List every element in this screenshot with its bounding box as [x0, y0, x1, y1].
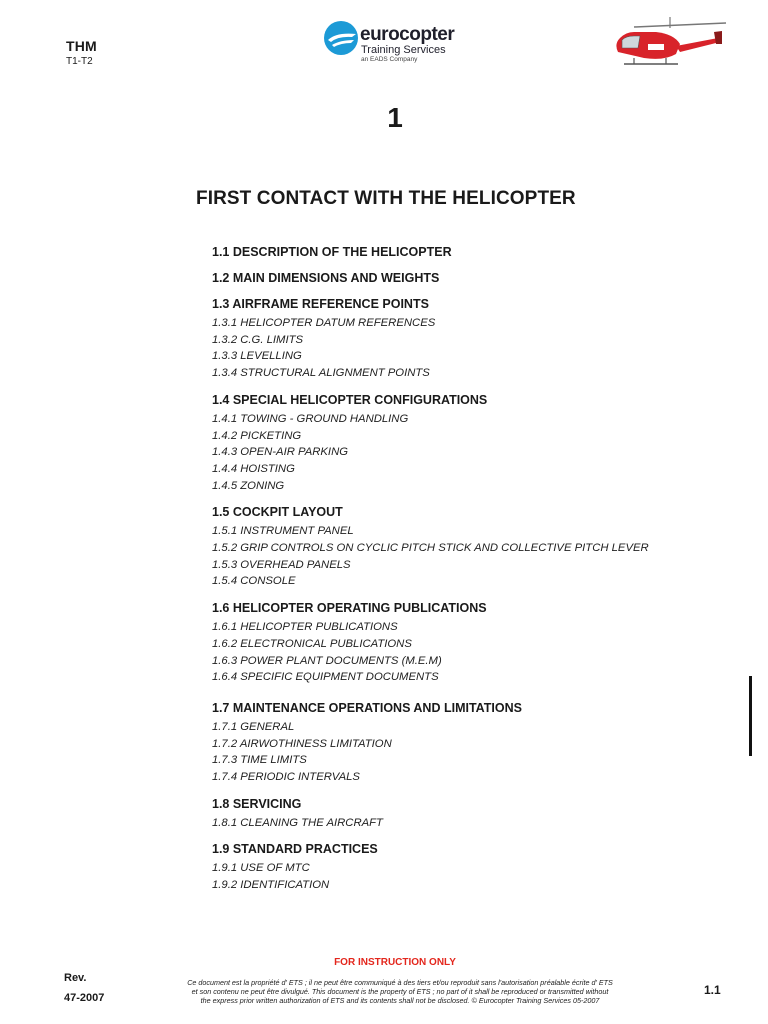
toc-subsection: 1.9.1 USE OF MTC: [212, 862, 310, 875]
toc-subsection: 1.6.1 HELICOPTER PUBLICATIONS: [212, 621, 398, 634]
toc-subsection: 1.6.2 ELECTRONICAL PUBLICATIONS: [212, 637, 412, 650]
toc-subsection: 1.3.3 LEVELLING: [212, 350, 302, 363]
toc-section-title: 1.5 COCKPIT LAYOUT: [212, 505, 343, 520]
toc-subsection: 1.5.1 INSTRUMENT PANEL: [212, 525, 354, 538]
toc-section-title: 1.1 DESCRIPTION OF THE HELICOPTER: [212, 245, 452, 259]
revision-label: Rev.: [64, 972, 87, 984]
helicopter-illustration-icon: [604, 14, 730, 72]
toc-subsection: 1.3.4 STRUCTURAL ALIGNMENT POINTS: [212, 367, 430, 380]
toc-section: [212, 600, 712, 686]
toc-subsection: 1.7.3 TIME LIMITS: [212, 754, 307, 767]
toc-subsection: 1.7.2 AIRWOTHINESS LIMITATION: [212, 737, 392, 750]
toc-subsection: 1.3.2 C.G. LIMITS: [212, 333, 304, 346]
toc-subsection: 1.9.2 IDENTIFICATION: [212, 879, 330, 892]
toc-subsection: 1.5.2 GRIP CONTROLS ON CYCLIC PITCH STICK AND COLLECTIVE PITCH LEVER: [212, 542, 649, 555]
toc-subsection: 1.7.4 PERIODIC INTERVALS: [212, 771, 360, 784]
toc-section: [212, 700, 712, 786]
toc-section: [212, 270, 712, 286]
legal-notice-line: Ce document est la propriété d' ETS ; il ne peut être communiqué à des tiers et/ou reproduit sans l'autorisation préalable écrite d' ETS: [187, 978, 613, 987]
toc-section-title: 1.9 STANDARD PRACTICES: [212, 842, 378, 857]
toc-subsection: 1.4.2 PICKETING: [212, 429, 302, 442]
toc-section-title: 1.4 SPECIAL HELICOPTER CONFIGURATIONS: [212, 392, 488, 407]
toc-section-title: 1.3 AIRFRAME REFERENCE POINTS: [212, 297, 429, 311]
toc-subsection: 1.4.5 ZONING: [212, 479, 285, 492]
logo-tagline: Training Services: [361, 44, 446, 56]
legal-notice-line: the express prior written authorization of ETS and its contents shall not be disclosed. © Eurocopter Training Services 05-2007: [200, 996, 600, 1005]
document-variant: T1-T2: [66, 56, 93, 67]
toc-subsection: 1.7.1 GENERAL: [212, 720, 295, 733]
toc-subsection: 1.6.4 SPECIFIC EQUIPMENT DOCUMENTS: [212, 671, 439, 684]
toc-section: [212, 796, 712, 832]
toc-section: [212, 504, 712, 590]
toc-subsection: 1.4.4 HOISTING: [212, 462, 295, 475]
legal-notice-line: et son contenu ne peut être divulgué. This document is the property of ETS ; no part of it shall be reproduced or transmitted without: [191, 987, 609, 996]
instruction-only-notice: FOR INSTRUCTION ONLY: [334, 957, 456, 968]
toc-subsection: 1.4.3 OPEN-AIR PARKING: [212, 446, 349, 459]
logo-name: eurocopter: [360, 24, 455, 45]
toc-section-title: 1.2 MAIN DIMENSIONS AND WEIGHTS: [212, 271, 440, 285]
revision-change-bar: [749, 676, 752, 756]
toc-subsection: 1.8.1 CLEANING THE AIRCRAFT: [212, 816, 383, 829]
toc-subsection: 1.5.4 CONSOLE: [212, 575, 296, 588]
table-of-contents: [212, 244, 712, 904]
document-code: THM: [66, 38, 97, 54]
legal-notice: [160, 978, 640, 1005]
chapter-title: FIRST CONTACT WITH THE HELICOPTER: [196, 188, 576, 209]
chapter-number: 1: [387, 102, 403, 133]
toc-section-title: 1.8 SERVICING: [212, 796, 302, 811]
toc-subsection: 1.6.3 POWER PLANT DOCUMENTS (M.E.M): [212, 654, 442, 667]
toc-subsection: 1.4.1 TOWING - GROUND HANDLING: [212, 412, 409, 425]
eurocopter-globe-icon: [322, 18, 362, 58]
toc-subsection: 1.3.1 HELICOPTER DATUM REFERENCES: [212, 317, 436, 329]
toc-section-title: 1.7 MAINTENANCE OPERATIONS AND LIMITATIONS: [212, 700, 522, 715]
page-number: 1.1: [704, 983, 721, 997]
logo-company: an EADS Company: [361, 56, 418, 63]
toc-section: [212, 841, 712, 893]
toc-section-title: 1.6 HELICOPTER OPERATING PUBLICATIONS: [212, 601, 487, 616]
toc-section: [212, 244, 712, 260]
revision-date: 47-2007: [64, 992, 105, 1004]
toc-section: [212, 296, 712, 382]
toc-subsection: 1.5.3 OVERHEAD PANELS: [212, 558, 351, 571]
toc-section: [212, 392, 712, 495]
